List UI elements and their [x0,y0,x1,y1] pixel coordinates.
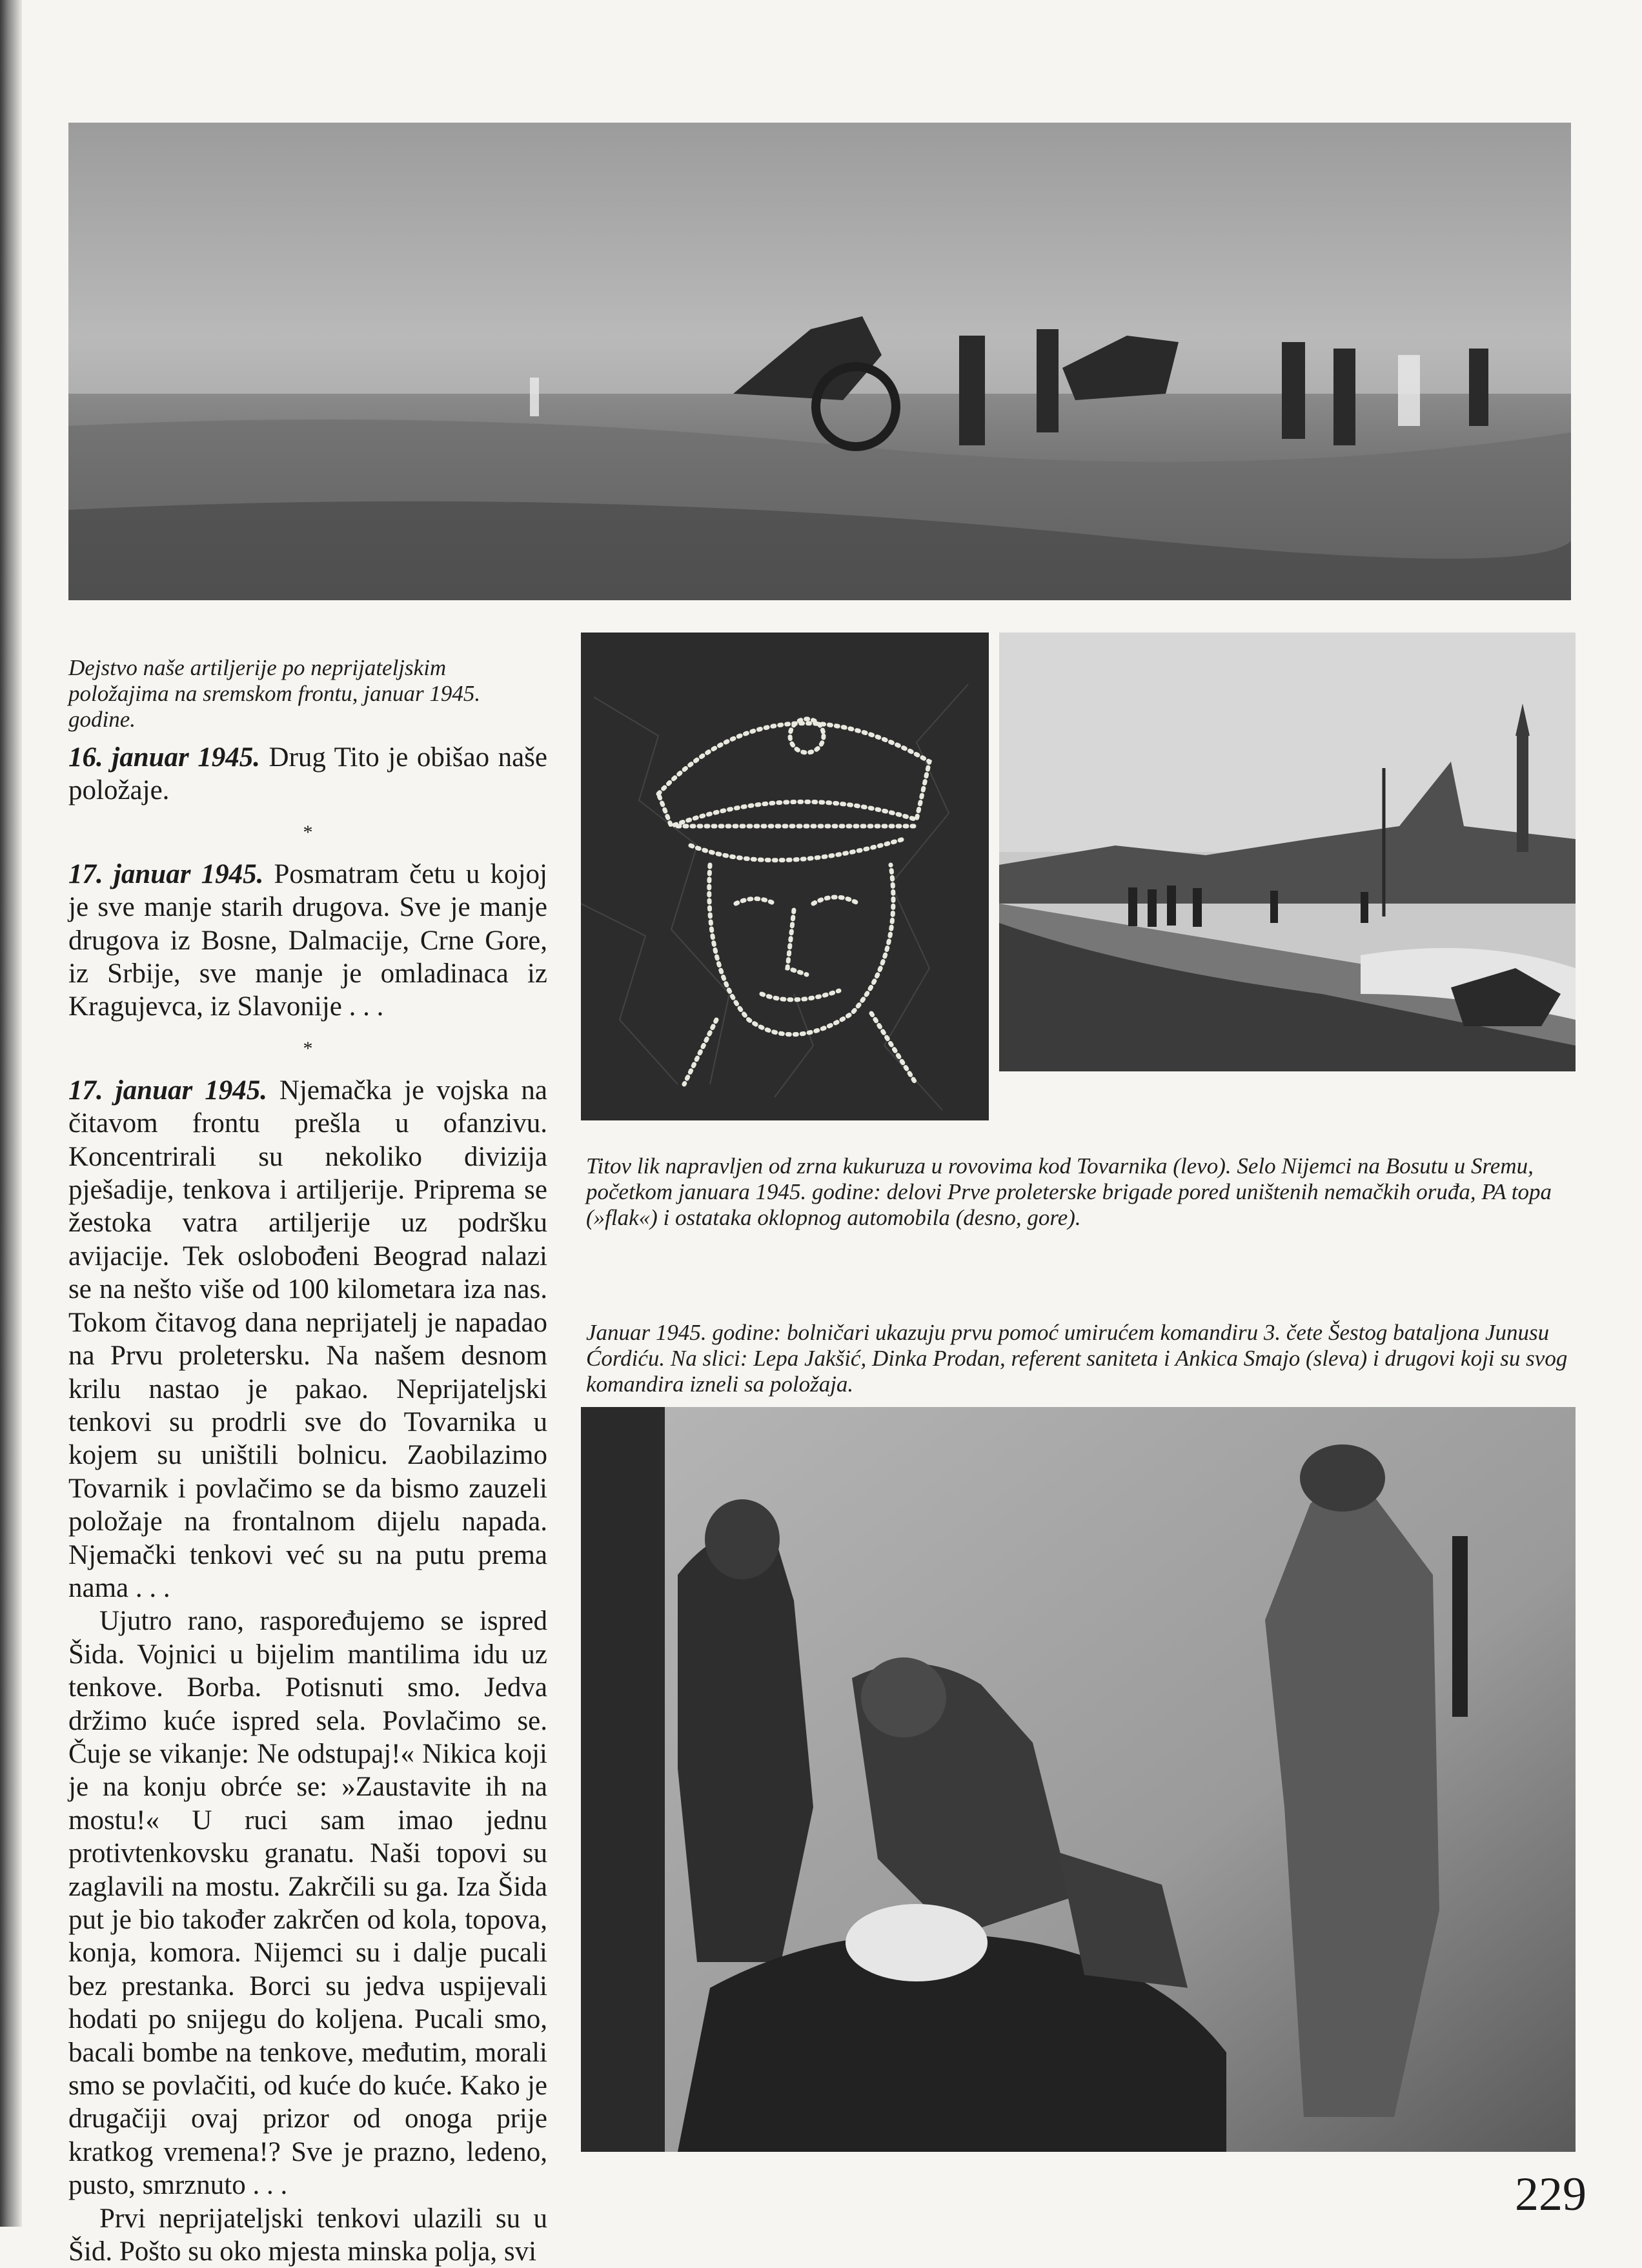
entry-text: Njemačka je vojska na čitavom frontu prešla u ofanzivu. Koncentrirali su nekoliko divizija pješadije, tenkova i artiljerije. Priprema se žestoka vatra artiljerije uz podršku avijacije. Tek oslobođeni Beograd nalazi se na nešto više od 100 kilometara iza nas. Tokom čitavog dana neprijatelj je napadao na Prvu proletersku. Na našem desnom krilu nastao je pakao. Neprijateljski tenkovi su prodrli sve do Tovarnika u kojem su uništili bolnicu. Zaobilazimo Tovarnik i povlačimo se da bismo zauzeli položaje na frontalnom dijelu napada. Njemački tenkovi već su na putu prema nama . . . [68,1075,547,1603]
diary-entry-17-jan-a [68,858,547,1024]
caption-portrait-and-village: Titov lik napravljen od zrna kukuruza u rovovima kod Tovarnika (levo). Selo Nijemci na Bosutu u Sremu, početkom januara 1945. godine: delovi Prve proleterske brigade pored uništenih nemačkih oruđa, PA topa (»flak«) i ostataka oklopnog automobila (desno, gore). [586,1153,1552,1230]
entry-text: Drug Tito je obišao naše položaje. [68,742,548,806]
photo-medics-aid [581,1407,1576,2152]
caption-medics: Januar 1945. godine: bolničari ukazuju prvu pomoć umirućem komandiru 3. čete Šestog bataljona Junusu Ćordiću. Na slici: Lepa Jakšić, Dinka Prodan, referent saniteta i Ankica Smajo (sleva) i drugovi koji su svog komandira izneli sa položaja. [586,1320,1568,1397]
diary-paragraph-morning: Ujutro rano, raspoređujemo se ispred Šida. Vojnici u bijelim mantilima idu uz tenkove. Borba. Potisnuti smo. Jedva držimo kuće ispred sela. Povlačimo se. Čuje se vikanje: Ne odstupaj!« Nikica koji je na konju obrće se: »Zaustavite ih na mostu!« U ruci sam imao jednu protivtenkovsku granatu. Naši topovi su zaglavili na mostu. Zakrčili su ga. Iza Šida put je bio također zakrčen od kola, topova, konja, komora. Nijemci su i dalje pucali bez prestanka. Borci su jedva uspijevali hodati po snijegu do koljena. Pucali smo, bacali bombe na tenkove, međutim, morali smo se povlačiti, od kuće do kuće. Kako je drugačiji ovaj prizor od onoga prije kratkog vremena!? Sve je prazno, ledeno, pusto, smrznuto . . . [68,1606,547,2201]
diary-entry-16-jan [68,741,547,807]
entry-text: Posmatram četu u kojoj je sve manje starih drugova. Sve je manje drugova iz Bosne, Dalmacije, Crne Gore, iz Srbije, sve manje je omladinaca iz Kragujevca, iz Slavonije . . . [68,858,547,1022]
caption-artillery: Dejstvo naše artiljerije po neprijateljskim položajima na sremskom frontu, januar 1945. godine. [68,655,481,732]
diary-entry-17-jan-b [68,1074,547,1605]
photo-tito-corn-portrait [581,633,989,1120]
entry-date: 16. januar 1945. [68,742,261,773]
page-binding-edge [0,0,22,2227]
diary-text-column [68,741,547,2268]
section-separator: * [303,821,313,843]
entry-date: 17. januar 1945. [68,1075,267,1106]
section-separator: * [303,1037,313,1059]
page-number: 229 [1515,2168,1586,2221]
diary-paragraph-sid: Prvi neprijateljski tenkovi ulazili su u Šid. Pošto su oko mjesta minska polja, svi [68,2203,547,2267]
entry-date: 17. januar 1945. [68,858,264,889]
photo-artillery-front [68,123,1571,600]
photo-village-nijemci [999,633,1576,1071]
